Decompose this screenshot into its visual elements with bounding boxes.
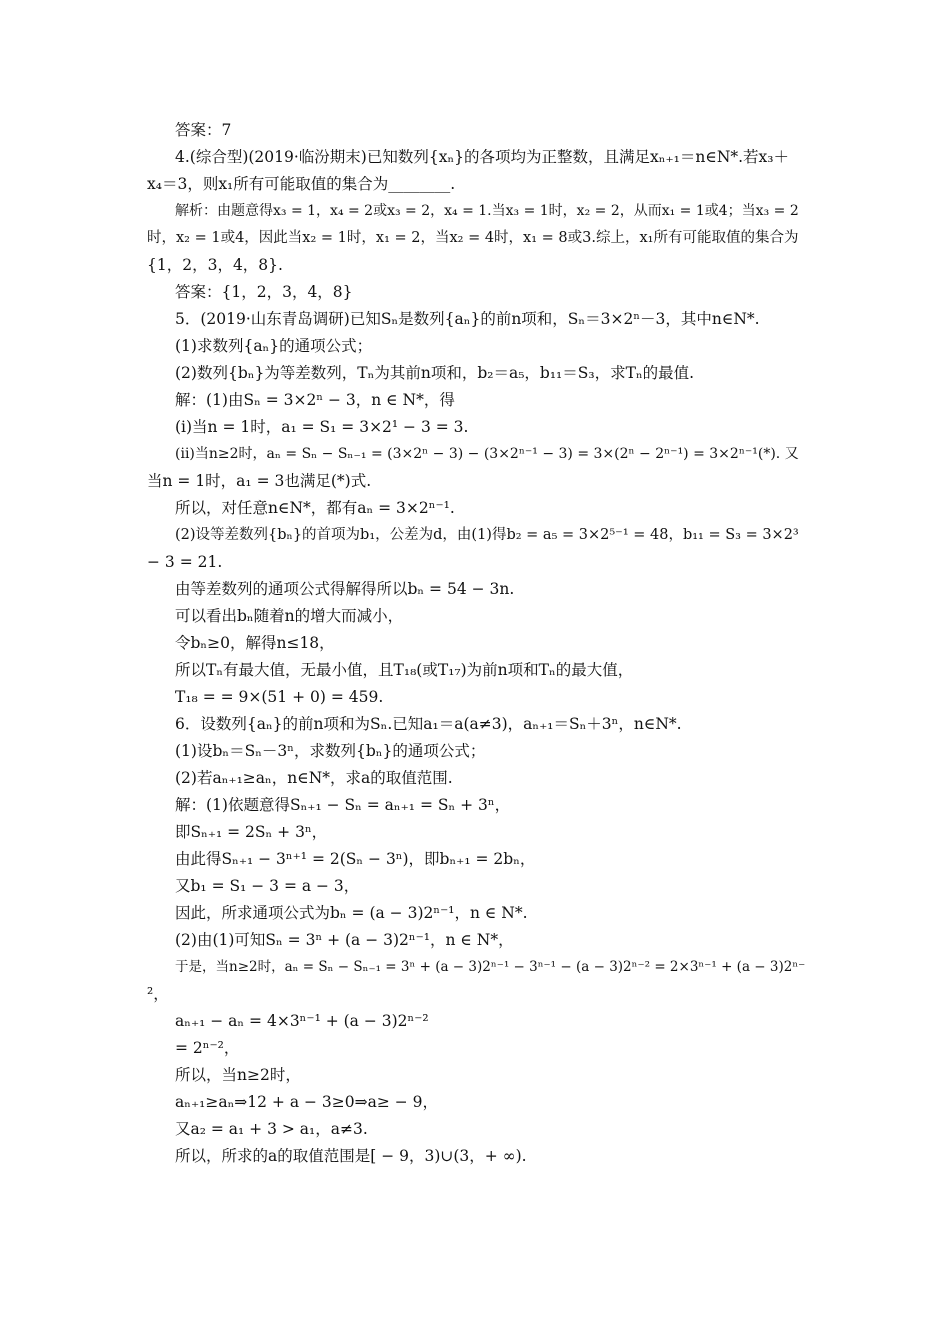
text-line: (2)若aₙ₊₁≥aₙ，n∈N*，求a的取值范围. bbox=[175, 769, 453, 787]
text-line: 于是，当n≥2时，aₙ = Sₙ − Sₙ₋₁ = 3ⁿ + (a − 3)2ⁿ⁻¹ − 3ⁿ⁻¹ − (a − 3)2ⁿ⁻² = 2×3ⁿ⁻¹ + (a − 3)2ⁿ⁻ bbox=[175, 959, 806, 975]
text-line: (1)求数列{aₙ}的通项公式； bbox=[175, 337, 373, 355]
text-line: = 2ⁿ⁻²， bbox=[175, 1039, 240, 1057]
text-line: (ⅰ)当n = 1时，a₁ = S₁ = 3×2¹ − 3 = 3. bbox=[175, 418, 469, 436]
text-line: T₁₈ = = 9×(51 + 0) = 459. bbox=[175, 688, 384, 706]
text-line: (ⅱ)当n≥2时，aₙ = Sₙ − Sₙ₋₁ = (3×2ⁿ − 3) − (3×2ⁿ⁻¹ − 3) = 3×(2ⁿ − 2ⁿ⁻¹) = 3×2ⁿ⁻¹(*). 又 bbox=[175, 446, 799, 462]
text-line: 6．设数列{aₙ}的前n项和为Sₙ.已知a₁＝a(a≠3)，aₙ₊₁＝Sₙ＋3ⁿ，n∈N*. bbox=[175, 715, 682, 733]
text-line: 因此，所求通项公式为bₙ = (a − 3)2ⁿ⁻¹，n ∈ N*. bbox=[175, 904, 528, 922]
text-line: 可以看出bₙ随着n的增大而减小， bbox=[175, 607, 404, 625]
text-line: aₙ₊₁≥aₙ⇒12 + a − 3≥0⇒a≥ − 9， bbox=[175, 1093, 439, 1111]
text-line: ²， bbox=[147, 985, 169, 1003]
text-line: (1)设bₙ＝Sₙ－3ⁿ，求数列{bₙ}的通项公式； bbox=[175, 742, 486, 760]
text-line: aₙ₊₁ − aₙ = 4×3ⁿ⁻¹ + (a − 3)2ⁿ⁻² bbox=[175, 1012, 429, 1030]
text-line: (2)设等差数列{bₙ}的首项为b₁，公差为d，由(1)得b₂ = a₅ = 3×2⁵⁻¹ = 48，b₁₁ = S₃ = 3×2³ bbox=[175, 527, 799, 543]
text-line: 所以，对任意n∈N*，都有aₙ = 3×2ⁿ⁻¹. bbox=[175, 499, 455, 517]
text-line: 时，x₂ = 1或4，因此当x₂ = 1时，x₁ = 2，当x₂ = 4时，x₁ = 8或3.综上，x₁所有可能取值的集合为 bbox=[147, 230, 799, 246]
text-line: 答案：7 bbox=[175, 121, 232, 139]
text-line: 由此得Sₙ₊₁ − 3ⁿ⁺¹ = 2(Sₙ − 3ⁿ)，即bₙ₊₁ = 2bₙ， bbox=[175, 850, 536, 868]
text-line: 所以Tₙ有最大值，无最小值，且T₁₈(或T₁₇)为前n项和Tₙ的最大值， bbox=[175, 661, 634, 679]
text-line: 解：(1)由Sₙ = 3×2ⁿ − 3，n ∈ N*，得 bbox=[175, 391, 455, 409]
text-line: (2)由(1)可知Sₙ = 3ⁿ + (a − 3)2ⁿ⁻¹，n ∈ N*， bbox=[175, 931, 514, 949]
text-line: (2)数列{bₙ}为等差数列，Tₙ为其前n项和，b₂＝a₅，b₁₁＝S₃，求Tₙ的最值. bbox=[175, 364, 695, 382]
text-line: {1，2，3，4，8}. bbox=[147, 256, 283, 274]
text-line: 当n = 1时，a₁ = 3也满足(*)式. bbox=[147, 472, 372, 490]
text-line: 由等差数列的通项公式得解得所以bₙ = 54 − 3n. bbox=[175, 580, 515, 598]
text-line: 答案：{1，2，3，4，8} bbox=[175, 283, 353, 301]
text-line: x₄＝3，则x₁所有可能取值的集合为________. bbox=[147, 175, 456, 193]
text-line: 所以，所求的a的取值范围是[ − 9，3)∪(3，+ ∞). bbox=[175, 1147, 527, 1165]
text-line: 又a₂ = a₁ + 3 > a₁，a≠3. bbox=[175, 1120, 368, 1138]
text-line: 令bₙ≥0，解得n≤18， bbox=[175, 634, 335, 652]
text-line: 解析：由题意得x₃ = 1，x₄ = 2或x₃ = 2，x₄ = 1.当x₃ = 1时，x₂ = 2，从而x₁ = 1或4；当x₃ = 2 bbox=[175, 203, 799, 219]
document-body bbox=[147, 117, 807, 1170]
text-line: 又b₁ = S₁ − 3 = a − 3， bbox=[175, 877, 360, 895]
text-line: − 3 = 21. bbox=[147, 553, 223, 571]
text-line: 4.(综合型)(2019·临汾期末)已知数列{xₙ}的各项均为正整数，且满足xₙ₊₁＝n∈N*.若x₃＋ bbox=[175, 148, 790, 166]
text-line: 解：(1)依题意得Sₙ₊₁ − Sₙ = aₙ₊₁ = Sₙ + 3ⁿ， bbox=[175, 796, 511, 814]
text-line: 所以，当n≥2时， bbox=[175, 1066, 301, 1084]
text-line: 即Sₙ₊₁ = 2Sₙ + 3ⁿ， bbox=[175, 823, 328, 841]
text-line: 5．(2019·山东青岛调研)已知Sₙ是数列{aₙ}的前n项和，Sₙ＝3×2ⁿ－3，其中n∈N*. bbox=[175, 310, 760, 328]
